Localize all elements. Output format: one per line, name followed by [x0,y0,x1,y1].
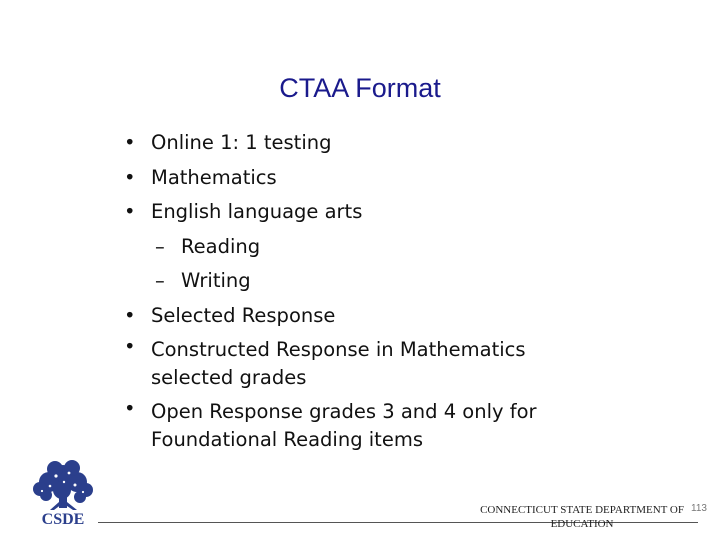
bullet-item [124,333,551,395]
sub-bullet-marker: – [155,269,165,292]
sub-bullet-marker: – [155,234,165,258]
page-number: 113 [691,503,707,514]
bullet-item [124,126,684,161]
bullet-item [124,395,551,457]
footer-org [480,503,684,531]
bullet-marker: • [124,397,136,420]
bullet-text: Constructed Response in Mathematics selected grades [151,338,526,389]
bullet-marker: • [124,131,136,154]
bullet-text: English language arts [151,200,363,223]
bullet-marker: • [124,335,136,358]
bullet-marker: • [124,165,136,189]
footer-org-line2: EDUCATION [550,518,614,530]
bullet-text: Online 1: 1 testing [151,131,332,154]
bullet-text: Selected Response [151,303,336,327]
bullet-item [124,161,684,196]
sub-bullet-item [124,230,684,265]
slide-title: CTAA Format [279,73,441,103]
csde-tree-logo-icon [22,458,104,526]
bullet-marker: • [124,303,136,327]
bullet-item [124,299,684,334]
bullet-text: Mathematics [151,165,277,189]
sub-bullet-item [124,264,684,299]
bullet-item [124,195,684,230]
bullet-list [124,126,684,457]
sub-bullet-text: Writing [181,269,251,292]
bullet-marker: • [124,200,136,223]
footer-org-line1: CONNECTICUT STATE DEPARTMENT OF [480,504,684,516]
logo-text: CSDE [41,511,85,526]
bullet-text: Open Response grades 3 and 4 only for Foundational Reading items [151,400,537,451]
sub-bullet-text: Reading [181,234,261,258]
